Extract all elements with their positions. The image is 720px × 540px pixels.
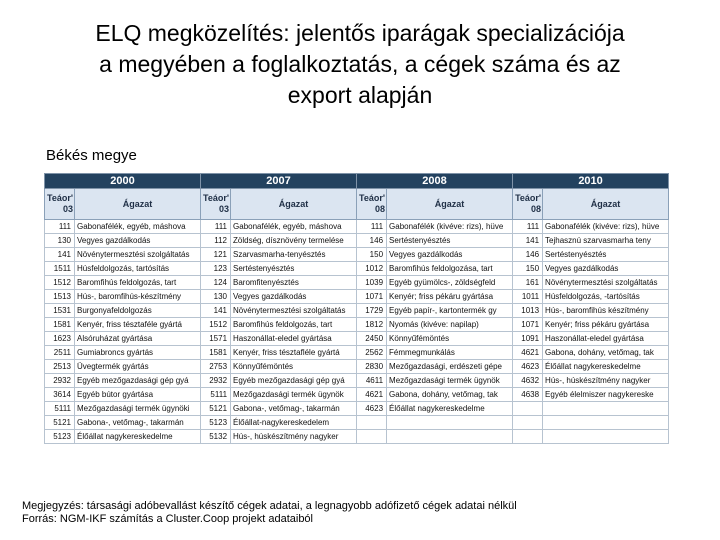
table-row bbox=[45, 234, 669, 248]
sector-name-cell: Egyéb mezőgazdasági gép gyá bbox=[75, 374, 201, 388]
sector-name-cell: Fémmegmunkálás bbox=[387, 346, 513, 360]
sector-name-cell bbox=[543, 430, 669, 444]
year-header-row bbox=[45, 174, 669, 189]
sector-name-cell: Alsóruházat gyártása bbox=[75, 332, 201, 346]
sector-header: Ágazat bbox=[387, 189, 513, 220]
sector-name-cell: Növénytermesztési szolgáltatás bbox=[543, 276, 669, 290]
sector-code-cell: 2450 bbox=[357, 332, 387, 346]
sector-code-cell: 1512 bbox=[201, 318, 231, 332]
table-row bbox=[45, 388, 669, 402]
sector-name-cell bbox=[387, 430, 513, 444]
sector-code-cell: 141 bbox=[513, 234, 543, 248]
sector-code-cell: 1531 bbox=[45, 304, 75, 318]
county-label: Békés megye bbox=[46, 147, 137, 164]
sector-name-cell: Vegyes gazdálkodás bbox=[75, 234, 201, 248]
sector-name-cell: Mezőgazdasági termék ügynök bbox=[231, 388, 357, 402]
sector-name-cell: Gabonafélék (kivéve: rizs), hüve bbox=[543, 220, 669, 234]
sector-name-cell: Sertéstenyésztés bbox=[231, 262, 357, 276]
sector-code-cell: 1729 bbox=[357, 304, 387, 318]
sector-code-cell: 2932 bbox=[201, 374, 231, 388]
sector-code-cell: 1812 bbox=[357, 318, 387, 332]
sector-code-cell bbox=[513, 402, 543, 416]
table-row bbox=[45, 346, 669, 360]
sector-name-cell: Gabona-, vetőmag-, takarmán bbox=[75, 416, 201, 430]
sector-code-cell: 1091 bbox=[513, 332, 543, 346]
sector-name-cell: Húsfeldolgozás, tartósítás bbox=[75, 262, 201, 276]
sector-code-cell: 141 bbox=[45, 248, 75, 262]
sector-name-cell: Sertéstenyésztés bbox=[387, 234, 513, 248]
sector-name-cell: Kenyér, friss tésztaféle gyártá bbox=[75, 318, 201, 332]
footnote bbox=[22, 500, 517, 526]
sector-code-cell: 111 bbox=[513, 220, 543, 234]
sector-name-cell: Könnyűfémöntés bbox=[231, 360, 357, 374]
table-row bbox=[45, 290, 669, 304]
sector-name-cell: Mezőgazdasági, erdészeti gépe bbox=[387, 360, 513, 374]
sector-code-cell: 141 bbox=[201, 304, 231, 318]
sector-name-cell: Gabonafélék, egyéb, máshova bbox=[231, 220, 357, 234]
sector-name-cell: Egyéb élelmiszer nagykereske bbox=[543, 388, 669, 402]
sector-code-cell: 150 bbox=[513, 262, 543, 276]
sector-code-cell: 5121 bbox=[201, 402, 231, 416]
sector-code-cell: 112 bbox=[201, 234, 231, 248]
sector-name-cell: Mezőgazdasági termék ügynöki bbox=[75, 402, 201, 416]
sector-code-cell: 124 bbox=[201, 276, 231, 290]
sector-code-cell: 5111 bbox=[201, 388, 231, 402]
sector-name-cell: Kenyér; friss pékáru gyártása bbox=[387, 290, 513, 304]
sector-code-cell: 5132 bbox=[201, 430, 231, 444]
sector-code-cell: 2830 bbox=[357, 360, 387, 374]
sector-name-cell: Hús-, baromfihús készítmény bbox=[543, 304, 669, 318]
sector-code-cell: 1012 bbox=[357, 262, 387, 276]
sector-code-cell bbox=[513, 416, 543, 430]
year-header-2000: 2000 bbox=[45, 174, 201, 189]
sector-name-cell: Gabonafélék (kivéve: rizs), hüve bbox=[387, 220, 513, 234]
sector-name-cell: Élőállat nagykereskedelme bbox=[387, 402, 513, 416]
sector-header: Ágazat bbox=[231, 189, 357, 220]
sector-code-cell: 5121 bbox=[45, 416, 75, 430]
sector-header: Ágazat bbox=[543, 189, 669, 220]
table-body bbox=[45, 220, 669, 444]
slide-title bbox=[20, 18, 700, 111]
sector-name-cell: Tejhasznú szarvasmarha teny bbox=[543, 234, 669, 248]
sector-code-cell: 1071 bbox=[357, 290, 387, 304]
sector-code-cell: 150 bbox=[357, 248, 387, 262]
table-row bbox=[45, 332, 669, 346]
title-line-2: a megyében a foglalkoztatás, a cégek száma és az bbox=[99, 51, 621, 77]
industry-table bbox=[44, 173, 669, 444]
sector-name-cell: Vegyes gazdálkodás bbox=[387, 248, 513, 262]
column-header-row bbox=[45, 189, 669, 220]
sector-name-cell: Baromfihús feldolgozása, tart bbox=[387, 262, 513, 276]
sector-name-cell: Gabonafélék, egyéb, máshova bbox=[75, 220, 201, 234]
sector-name-cell: Szarvasmarha-tenyésztés bbox=[231, 248, 357, 262]
sector-name-cell: Könnyűfémöntés bbox=[387, 332, 513, 346]
sector-code-cell: 4638 bbox=[513, 388, 543, 402]
sector-code-cell: 4611 bbox=[357, 374, 387, 388]
year-header-2008: 2008 bbox=[357, 174, 513, 189]
sector-code-cell: 1011 bbox=[513, 290, 543, 304]
sector-code-cell: 111 bbox=[357, 220, 387, 234]
sector-name-cell: Élőállat nagykereskedelme bbox=[75, 430, 201, 444]
sector-name-cell: Kenyér, friss tésztafléle gyártá bbox=[231, 346, 357, 360]
table-row bbox=[45, 262, 669, 276]
sector-name-cell: Egyéb mezőgazdasági gép gyá bbox=[231, 374, 357, 388]
sector-code-cell: 2562 bbox=[357, 346, 387, 360]
sector-code-cell bbox=[357, 430, 387, 444]
sector-name-cell: Hús-, húskészítmény nagyker bbox=[231, 430, 357, 444]
sector-name-cell: Élőállat-nagykereskedelem bbox=[231, 416, 357, 430]
sector-code-cell: 1571 bbox=[201, 332, 231, 346]
sector-code-cell: 4623 bbox=[513, 360, 543, 374]
sector-code-cell: 2511 bbox=[45, 346, 75, 360]
table-row bbox=[45, 304, 669, 318]
sector-code-cell: 1581 bbox=[45, 318, 75, 332]
sector-code-cell: 111 bbox=[45, 220, 75, 234]
sector-name-cell: Baromfitenyésztés bbox=[231, 276, 357, 290]
sector-name-cell: Egyéb papír-, kartontermék gy bbox=[387, 304, 513, 318]
sector-code-cell: 1511 bbox=[45, 262, 75, 276]
sector-name-cell: Élőállat nagykereskedelme bbox=[543, 360, 669, 374]
sector-header: Ágazat bbox=[75, 189, 201, 220]
sector-code-cell: 1512 bbox=[45, 276, 75, 290]
year-header-2010: 2010 bbox=[513, 174, 669, 189]
sector-name-cell: Hús-, húskészítmény nagyker bbox=[543, 374, 669, 388]
sector-name-cell: Hús-, baromfihús-készítmény bbox=[75, 290, 201, 304]
sector-code-cell: 1581 bbox=[201, 346, 231, 360]
sector-name-cell: Gabona, dohány, vetőmag, tak bbox=[387, 388, 513, 402]
sector-name-cell: Nyomás (kivéve: napilap) bbox=[387, 318, 513, 332]
footnote-source: Forrás: NGM-IKF számítás a Cluster.Coop projekt adataiból bbox=[22, 513, 313, 525]
table-row bbox=[45, 248, 669, 262]
industry-table-container bbox=[44, 173, 667, 444]
table-row bbox=[45, 220, 669, 234]
sector-code-cell: 4623 bbox=[357, 402, 387, 416]
sector-name-cell: Baromfihús feldolgozás, tart bbox=[231, 318, 357, 332]
sector-name-cell bbox=[543, 416, 669, 430]
sector-code-cell: 5111 bbox=[45, 402, 75, 416]
sector-code-cell: 4621 bbox=[513, 346, 543, 360]
title-line-1: ELQ megközelítés: jelentős iparágak specializációja bbox=[95, 20, 625, 46]
sector-name-cell: Gumiabroncs gyártás bbox=[75, 346, 201, 360]
code-header: Teáor' 03 bbox=[201, 189, 231, 220]
sector-name-cell: Egyéb bútor gyártása bbox=[75, 388, 201, 402]
sector-code-cell: 2513 bbox=[45, 360, 75, 374]
sector-code-cell: 2753 bbox=[201, 360, 231, 374]
sector-code-cell: 161 bbox=[513, 276, 543, 290]
title-line-3: export alapján bbox=[287, 82, 433, 108]
table-row bbox=[45, 276, 669, 290]
table-row bbox=[45, 416, 669, 430]
sector-code-cell: 130 bbox=[201, 290, 231, 304]
footnote-note: Megjegyzés: társasági adóbevallást készítő cégek adatai, a legnagyobb adófizető cégek adatai nélkül bbox=[22, 500, 517, 512]
sector-name-cell: Haszonállat-eledel gyártása bbox=[543, 332, 669, 346]
table-row bbox=[45, 318, 669, 332]
sector-code-cell bbox=[357, 416, 387, 430]
sector-name-cell: Vegyes gazdálkodás bbox=[231, 290, 357, 304]
sector-code-cell: 1013 bbox=[513, 304, 543, 318]
sector-name-cell: Baromfihús feldolgozás, tart bbox=[75, 276, 201, 290]
sector-code-cell: 4621 bbox=[357, 388, 387, 402]
sector-code-cell: 111 bbox=[201, 220, 231, 234]
table-row bbox=[45, 430, 669, 444]
sector-name-cell bbox=[387, 416, 513, 430]
sector-code-cell bbox=[513, 430, 543, 444]
sector-name-cell: Haszonállat-eledel gyártása bbox=[231, 332, 357, 346]
sector-code-cell: 146 bbox=[357, 234, 387, 248]
sector-code-cell: 4632 bbox=[513, 374, 543, 388]
code-header: Teáor' 03 bbox=[45, 189, 75, 220]
sector-name-cell: Gabona-, vetőmag-, takarmán bbox=[231, 402, 357, 416]
sector-name-cell: Zöldség, dísznövény termelése bbox=[231, 234, 357, 248]
sector-name-cell bbox=[543, 402, 669, 416]
sector-code-cell: 1513 bbox=[45, 290, 75, 304]
table-row bbox=[45, 402, 669, 416]
code-header: Teáor' 08 bbox=[513, 189, 543, 220]
sector-name-cell: Kenyér; friss pékáru gyártása bbox=[543, 318, 669, 332]
sector-name-cell: Burgonyafeldolgozás bbox=[75, 304, 201, 318]
sector-name-cell: Üvegtermék gyártás bbox=[75, 360, 201, 374]
sector-name-cell: Növénytermesztési szolgáltatás bbox=[75, 248, 201, 262]
sector-name-cell: Vegyes gazdálkodás bbox=[543, 262, 669, 276]
table-row bbox=[45, 360, 669, 374]
sector-name-cell: Sertéstenyésztés bbox=[543, 248, 669, 262]
sector-code-cell: 1039 bbox=[357, 276, 387, 290]
sector-code-cell: 1071 bbox=[513, 318, 543, 332]
year-header-2007: 2007 bbox=[201, 174, 357, 189]
sector-name-cell: Mezőgazdasági termék ügynök bbox=[387, 374, 513, 388]
sector-code-cell: 2932 bbox=[45, 374, 75, 388]
sector-code-cell: 121 bbox=[201, 248, 231, 262]
sector-code-cell: 146 bbox=[513, 248, 543, 262]
sector-name-cell: Növénytermesztési szolgáltatás bbox=[231, 304, 357, 318]
sector-name-cell: Húsfeldolgozás, -tartósítás bbox=[543, 290, 669, 304]
sector-code-cell: 5123 bbox=[45, 430, 75, 444]
sector-name-cell: Egyéb gyümölcs-, zöldségfeld bbox=[387, 276, 513, 290]
code-header: Teáor' 08 bbox=[357, 189, 387, 220]
sector-code-cell: 123 bbox=[201, 262, 231, 276]
sector-name-cell: Gabona, dohány, vetőmag, tak bbox=[543, 346, 669, 360]
sector-code-cell: 130 bbox=[45, 234, 75, 248]
sector-code-cell: 1623 bbox=[45, 332, 75, 346]
sector-code-cell: 3614 bbox=[45, 388, 75, 402]
sector-code-cell: 5123 bbox=[201, 416, 231, 430]
table-row bbox=[45, 374, 669, 388]
